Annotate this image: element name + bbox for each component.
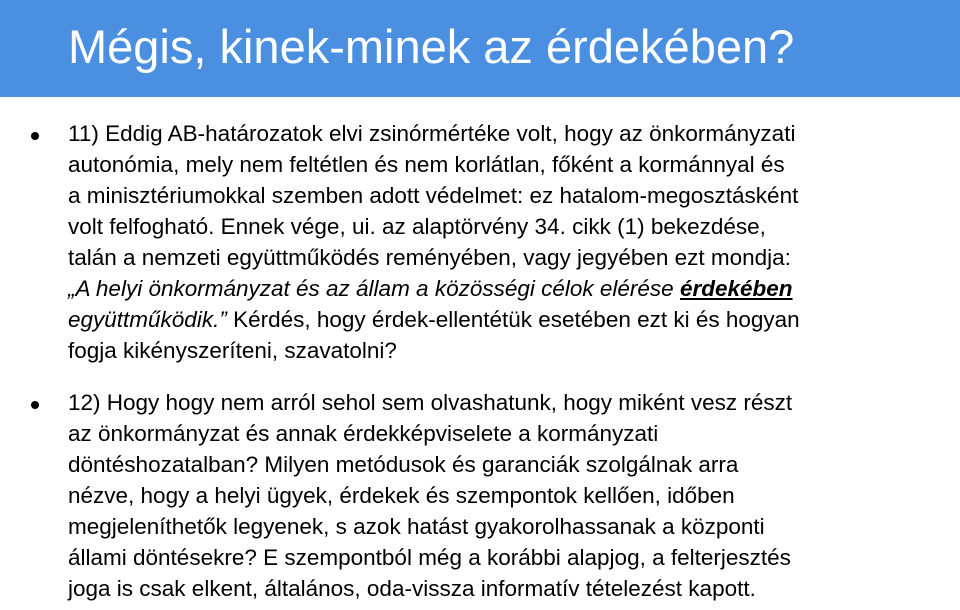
text-line: megjeleníthetők legyenek, s azok hatást gyakorolhassanak a központi <box>68 514 765 539</box>
text-line: volt felfogható. Ennek vége, ui. az alaptörvény 34. cikk (1) bekezdése, <box>68 214 766 239</box>
bullet-dot-icon <box>31 132 39 140</box>
text-line: joga is csak elkent, általános, oda-vissza informatív tételezést kapott. <box>68 576 756 601</box>
text-line: autonómia, mely nem feltétlen és nem korlátlan, főként a kormánnyal és <box>68 152 785 177</box>
quote-text: együttműködik.” <box>68 307 227 332</box>
bullet-dot-icon <box>31 401 39 409</box>
body-text: Kérdés, hogy érdek-ellentétük esetében ezt ki és hogyan <box>226 307 800 332</box>
text-line: 11) Eddig AB-határozatok elvi zsinórmértéke volt, hogy az önkormányzati <box>68 121 796 146</box>
text-line: talán a nemzeti együttműködés reményében, vagy jegyében ezt mondja: <box>68 245 791 270</box>
slide-title: Mégis, kinek-minek az érdekében? <box>68 20 795 73</box>
text-line: fogja kikényszeríteni, szavatolni? <box>68 338 397 363</box>
text-line: állami döntésekre? E szempontból még a korábbi alapjog, a felterjesztés <box>68 545 791 570</box>
text-line: a minisztériumokkal szemben adott védelmet: ez hatalom-megosztásként <box>68 183 799 208</box>
text-line <box>68 304 800 335</box>
text-line: az önkormányzat és annak érdekképviselete a kormányzati <box>68 421 659 446</box>
text-line: döntéshozatalban? Milyen metódusok és garanciák szolgálnak arra <box>68 452 739 477</box>
title-bar <box>0 0 960 97</box>
emphasis-text: érdekében <box>679 276 793 301</box>
text-line: nézve, hogy a helyi ügyek, érdekek és szempontok kellően, időben <box>68 483 735 508</box>
quote-text: „A helyi önkormányzat és az állam a közösségi célok elérése <box>68 276 680 301</box>
text-line <box>68 273 793 304</box>
text-line: 12) Hogy hogy nem arról sehol sem olvashatunk, hogy miként vesz részt <box>68 390 793 415</box>
